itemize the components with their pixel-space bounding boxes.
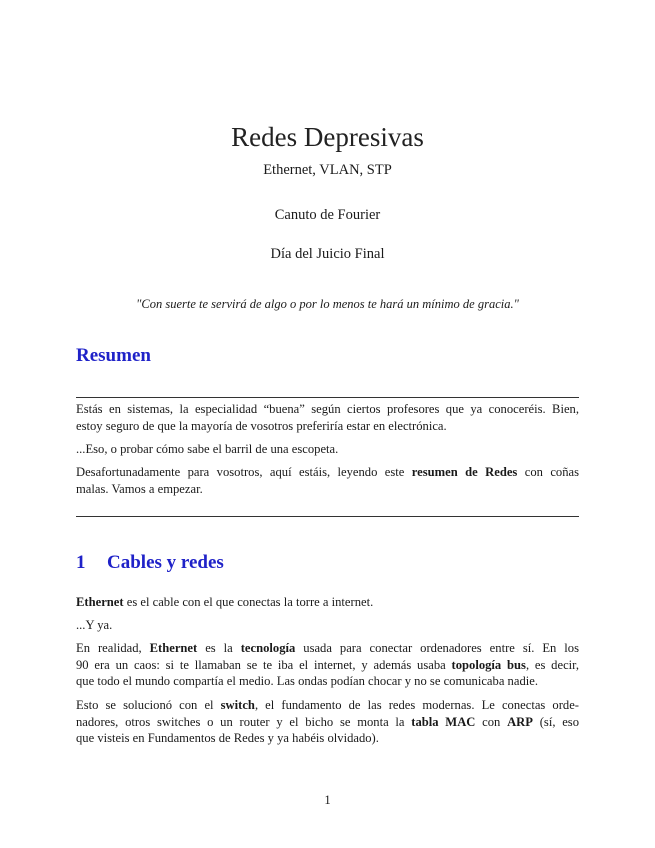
s1-p4-l2-b: tabla MAC: [411, 714, 476, 729]
abstract-paragraph-3: [76, 464, 579, 497]
author: Canuto de Fourier: [274, 207, 381, 223]
s1-p4-l1-b: switch: [220, 698, 255, 712]
abstract-p1-line-2: estoy seguro de que la mayoría de vosotros preferiría estar en electrónica.: [76, 418, 447, 433]
abstract-p2-line-1: ...Eso, o probar cómo sabe el barril de una escopeta.: [76, 442, 339, 456]
page-number: 1: [324, 793, 331, 807]
section-1-paragraph-3: [76, 640, 579, 690]
section-1-title: Cables y redes: [107, 552, 224, 573]
s1-p4-l2-a: nadores, otros switches o un router y el bicho se monta la: [76, 714, 412, 729]
document-title: Redes Depresivas: [231, 122, 424, 152]
date: Día del Juicio Final: [270, 246, 385, 262]
abstract-p3-line-1: [76, 464, 579, 481]
abstract-p1-line-1: Estás en sistemas, la especialidad “buena” según ciertos profesores que ya conoceréis. Bien,: [76, 402, 579, 416]
abstract-heading: Resumen: [76, 345, 151, 366]
s1-p4-l2-d: ARP: [507, 714, 533, 729]
s1-p3-line-2: [76, 657, 579, 674]
s1-p3-l1-c: es la: [197, 641, 241, 655]
section-1-paragraph-1: [76, 594, 579, 611]
abstract-bottom-rule: [76, 516, 579, 517]
s1-p4-l2-e: (sí, eso: [532, 714, 579, 729]
s1-p4-line-3: que visteis en Fundamentos de Redes y ya habéis olvidado).: [76, 731, 379, 745]
s1-p1-bold: Ethernet: [76, 595, 124, 609]
s1-p3-line-3: que todo el mundo compartía el medio. Las ondas podían chocar y no se comunicaba nadie.: [76, 674, 538, 688]
document-subtitle: Ethernet, VLAN, STP: [263, 162, 392, 178]
epigraph: "Con suerte te servirá de algo o por lo menos te hará un mínimo de gracia.": [136, 297, 519, 311]
s1-p3-line-1: [76, 640, 579, 657]
s1-p2-line-1: ...Y ya.: [76, 618, 113, 632]
s1-p1-rest: es el cable con el que conectas la torre a internet.: [123, 595, 374, 609]
s1-p3-l2-c: , es decir,: [525, 657, 579, 672]
abstract-top-rule: [76, 397, 579, 398]
section-1-paragraph-2: [76, 617, 579, 634]
section-1-heading: [76, 551, 224, 575]
s1-p3-l2-b: topología bus: [451, 657, 526, 672]
section-1-number: 1: [76, 552, 86, 573]
s1-p4-l2-c: con: [475, 714, 508, 729]
s1-p3-l1-b: Ethernet: [149, 641, 198, 655]
abstract-paragraph-1: [76, 401, 579, 434]
abstract-p3-text-post: con coñas: [517, 465, 579, 479]
s1-p3-l1-d: tecnología: [240, 641, 296, 655]
s1-p3-l1-e: usada para conectar ordenadores entre sí. En los: [295, 641, 579, 655]
abstract-paragraph-2: [76, 441, 579, 458]
abstract-p3-line-2: malas. Vamos a empezar.: [76, 481, 203, 496]
s1-p3-l2-a: 90 era un caos: si te llamaban se te iba el internet, y además usaba: [76, 657, 452, 672]
abstract-p3-bold: resumen de Redes: [411, 465, 518, 479]
s1-p4-line-1: [76, 697, 579, 714]
s1-p1-line-1: [76, 594, 579, 611]
s1-p4-l1-c: , el fundamento de las redes modernas. Le conectas orde-: [254, 698, 579, 712]
s1-p4-l1-a: Esto se solucionó con el: [76, 698, 221, 712]
section-1-paragraph-4: [76, 697, 579, 747]
s1-p4-line-2: [76, 714, 579, 731]
s1-p3-l1-a: En realidad,: [76, 641, 150, 655]
abstract-p3-text-pre: Desafortunadamente para vosotros, aquí estáis, leyendo este: [76, 465, 412, 479]
